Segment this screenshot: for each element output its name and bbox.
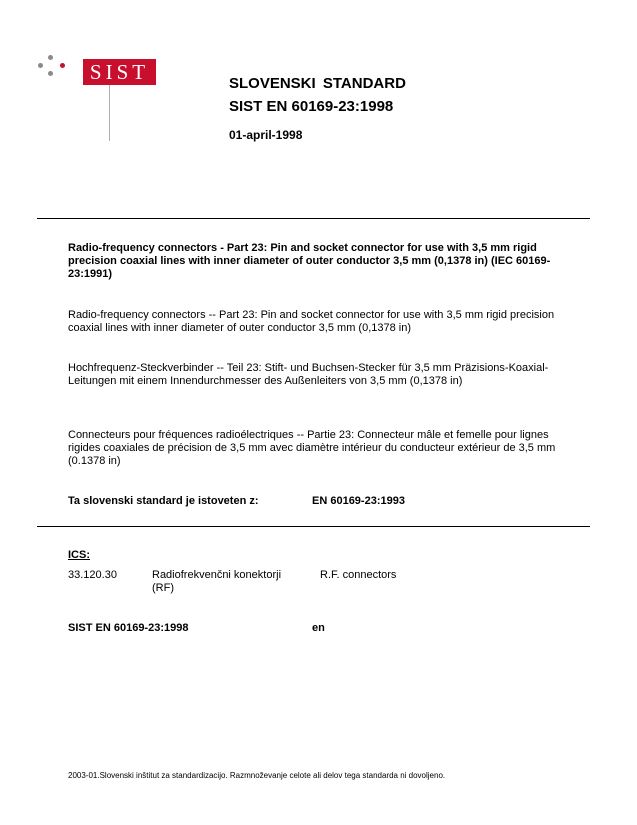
identical-label: Ta slovenski standard je istoveten z: [68,495,259,507]
top-divider [37,218,590,219]
identical-value: EN 60169-23:1993 [312,495,405,507]
logo-wordmark: SIST [83,59,156,85]
logo-dot [60,63,65,68]
copyright-footer: 2003-01.Slovenski inštitut za standardizacijo. Razmnoževanje celote ali delov tega standarda ni dovoljeno. [68,771,446,780]
logo-dot [48,71,53,76]
title-french: Connecteurs pour fréquences radioélectriques -- Partie 23: Connecteur mâle et femelle pour lignes rigides coaxiales de précision de 3,5 mm avec diamètre intérieur du conducteur extérieur de 3,5 mm (0.1378 in) [68,429,556,467]
title-german: Hochfrequenz-Steckverbinder -- Teil 23: Stift- und Buchsen-Stecker für 3,5 mm Präzisions-Koaxial-Leitungen mit einem Innendurchmesser des Außenleiters von 3,5 mm (0,1378 in) [68,362,549,387]
bottom-standard-code: SIST EN 60169-23:1998 [68,622,189,634]
title-english: Radio-frequency connectors -- Part 23: Pin and socket connector for use with 3,5 mm rigid precision coaxial lines with inner diameter of outer conductor 3,5 mm (0,1378 in) [68,309,555,334]
publication-date: 01-april-1998 [229,128,303,142]
logo-dot [38,63,43,68]
sist-logo [36,49,166,93]
ics-description-english: R.F. connectors [320,569,397,581]
ics-heading: ICS: [68,549,90,561]
bottom-divider [37,526,590,527]
ics-code: 33.120.30 [68,569,117,581]
language-code: en [312,622,325,634]
logo-dot [48,55,53,60]
standard-code: SIST EN 60169-23:1998 [229,98,394,115]
title-english-bold: Radio-frequency connectors - Part 23: Pin and socket connector for use with 3,5 mm rigid precision coaxial lines with inner diameter of outer conductor 3,5 mm (0,1378 in) (IEC 60169-23:1991) [68,242,551,280]
ics-description-slovenian: Radiofrekvenčni konektorji (RF) [152,569,282,594]
logo-divider [109,85,110,141]
document-type: SLOVENSKI STANDARD [229,75,406,92]
